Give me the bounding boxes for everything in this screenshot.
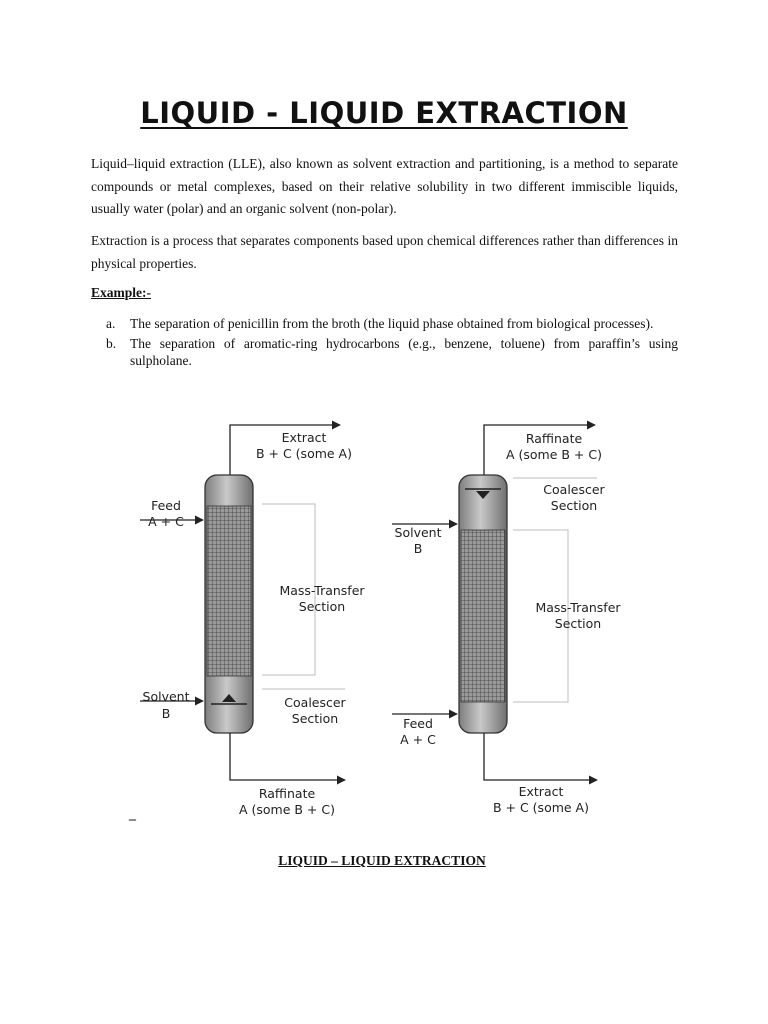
right-feed-composition: A + C xyxy=(400,732,436,747)
stray-dash: – xyxy=(129,812,136,827)
example-list xyxy=(106,315,678,372)
left-mass-transfer-label: Mass-Transfer xyxy=(279,583,365,598)
figure-caption: LIQUID – LIQUID EXTRACTION xyxy=(278,853,486,868)
list-item-text: The separation of aromatic-ring hydrocarbons (e.g., benzene, toluene) from paraffin’s using sulpholane. xyxy=(130,335,678,368)
right-solvent-composition: B xyxy=(413,541,423,556)
left-raffinate-arrow xyxy=(230,733,345,780)
example-heading: Example:- xyxy=(91,285,151,300)
left-coalescer-sublabel: Section xyxy=(291,711,339,726)
left-packing xyxy=(207,506,251,676)
right-raffinate-label: Raffinate xyxy=(525,431,583,446)
intro-paragraph: Liquid–liquid extraction (LLE), also known as solvent extraction and partitioning, is a method to separate compounds or metal complexes, based on their relative solubility in two different immiscible liquids, usually water (polar) and an organic solvent (non-polar). xyxy=(91,156,678,216)
right-extract-arrow xyxy=(484,733,597,780)
left-extract-label: Extract xyxy=(281,430,327,445)
list-item xyxy=(106,335,678,370)
left-feed-composition: A + C xyxy=(148,514,184,529)
right-extract-composition: B + C (some A) xyxy=(492,800,590,815)
right-coalescer-sublabel: Section xyxy=(550,498,598,513)
right-solvent-label: Solvent xyxy=(394,525,442,540)
right-mass-transfer-sublabel: Section xyxy=(554,616,602,631)
left-raffinate-composition: A (some B + C) xyxy=(238,802,336,817)
left-coalescer-label: Coalescer xyxy=(284,695,346,710)
left-column xyxy=(140,425,365,817)
left-raffinate-label: Raffinate xyxy=(258,786,316,801)
extraction-columns-diagram xyxy=(0,400,768,820)
right-mass-transfer-label: Mass-Transfer xyxy=(535,600,621,615)
list-item xyxy=(106,315,678,333)
right-extract-label: Extract xyxy=(518,784,564,799)
list-item-text: The separation of penicillin from the broth (the liquid phase obtained from biological processes). xyxy=(130,316,654,331)
right-feed-label: Feed xyxy=(403,716,433,731)
left-mass-transfer-sublabel: Section xyxy=(298,599,346,614)
definition-paragraph: Extraction is a process that separates components based upon chemical differences rather than differences in physical properties. xyxy=(91,233,678,271)
right-packing xyxy=(461,530,505,702)
left-feed-label: Feed xyxy=(151,498,181,513)
right-coalescer-label: Coalescer xyxy=(543,482,605,497)
right-column xyxy=(392,425,621,815)
list-marker: a. xyxy=(106,316,116,331)
left-extract-composition: B + C (some A) xyxy=(255,446,353,461)
left-solvent-composition: B xyxy=(161,706,171,721)
list-marker: b. xyxy=(106,335,117,351)
right-raffinate-composition: A (some B + C) xyxy=(505,447,603,462)
page-title: LIQUID - LIQUID EXTRACTION xyxy=(140,96,628,130)
left-solvent-label: Solvent xyxy=(142,689,190,704)
